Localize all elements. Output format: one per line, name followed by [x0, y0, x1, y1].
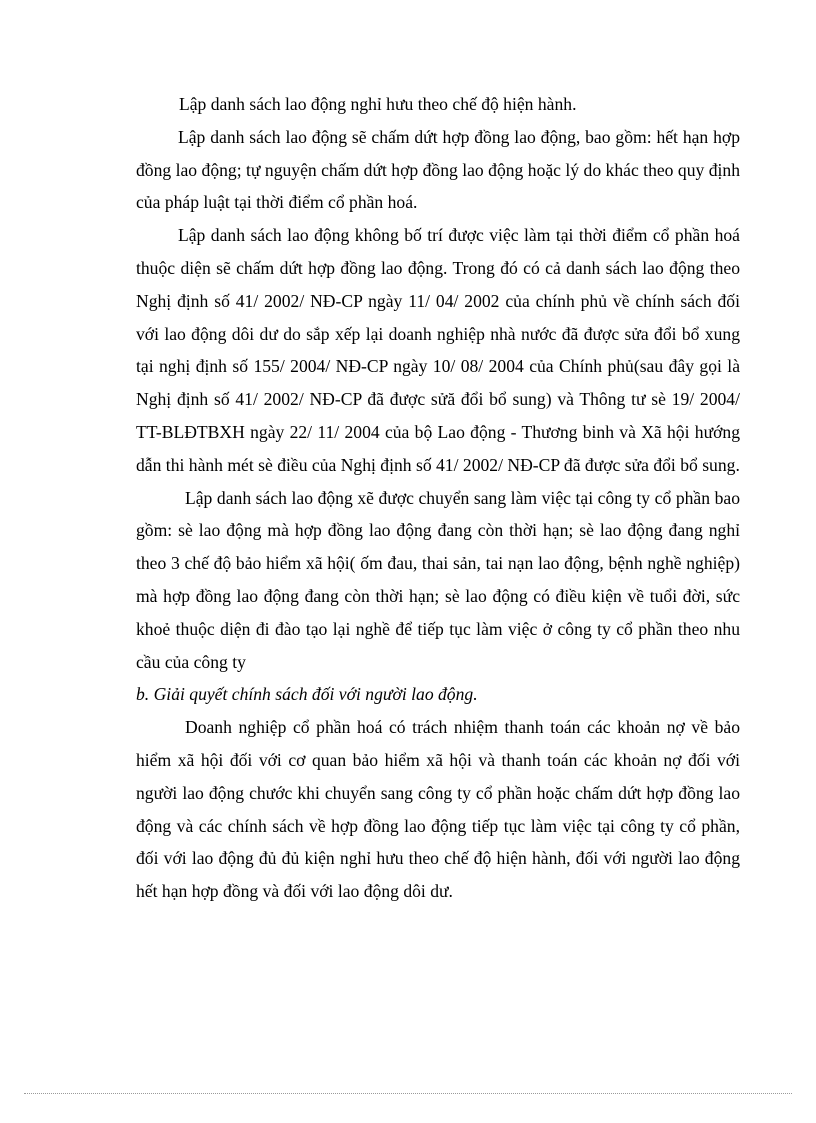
paragraph-contract-termination-list: Lập danh sách lao động sẽ chấm dứt hợp đồng lao động, bao gồm: hết hạn hợp đồng lao động; tự nguyện chấm dứt hợp đồng lao động hoặc lý do khác theo quy định của pháp luật tại thời điểm cổ phần hoá.: [136, 126, 740, 213]
document-page: [136, 88, 740, 908]
section-heading: b. Giải quyết chính sách đối với người lao động.: [136, 684, 478, 705]
paragraph-surplus-labor-list: Lập danh sách lao động không bố trí được việc làm tại thời điểm cổ phần hoá thuộc diện sẽ chấm dứt hợp đồng lao động. Trong đó có cả danh sách lao động theo Nghị định số 41/ 2002/ NĐ-CP ngày 11/ 04/ 2002 của chính phủ về chính sách đối với lao động dôi dư do sắp xếp lại doanh nghiệp nhà nước đã được sửa đổi bổ xung tại nghị định số 155/ 2004/ NĐ-CP ngày 10/ 08/ 2004 của Chính phủ(sau đây gọi là Nghị định số 41/ 2002/ NĐ-CP đã được sửă đổi bổ sung) và Thông tư sè 19/ 2004/ TT-BLĐTBXH ngày 22/ 11/ 2004 của bộ Lao động - Thương binh và Xã hội hướng dẫn thi hành mét sè điều của Nghị định số 41/ 2002/ NĐ-CP đã được sửa đổi bổ sung.: [136, 225, 740, 475]
paragraph-policy-settlement: Doanh nghiệp cổ phần hoá có trách nhiệm thanh toán các khoản nợ về bảo hiểm xã hội đối với cơ quan bảo hiểm xã hội và thanh toán các khoản nợ đối với người lao động chước khi chuyển sang công ty cổ phần hoặc chấm dứt hợp đồng lao động và các chính sách về hợp đồng lao động tiếp tục làm việc tại công ty cổ phần, đối với lao động đủ đủ kiện nghỉ hưu theo chế độ hiện hành, đối với người lao động hết hạn hợp đồng và đối với lao động dôi dư.: [136, 717, 740, 902]
footer-divider: [24, 1093, 792, 1094]
paragraph-transfer-list: Lập danh sách lao động xẽ được chuyển sang làm việc tại công ty cổ phần bao gồm: sè lao động mà hợp đồng lao động đang còn thời hạn; sè lao động đang nghỉ theo 3 chế độ bảo hiểm xã hội( ốm đau, thai sản, tai nạn lao động, bệnh nghề nghiệp) mà hợp đồng lao động đang còn thời hạn; sè lao động có điều kiện về tuổi đời, sức khoẻ thuộc diện đi đào tạo lại nghề để tiếp tục làm việc ở công ty cổ phần theo nhu cầu của công ty: [136, 487, 740, 672]
paragraph-retirement-list: Lập danh sách lao động nghỉ hưu theo chế độ hiện hành.: [179, 94, 577, 114]
